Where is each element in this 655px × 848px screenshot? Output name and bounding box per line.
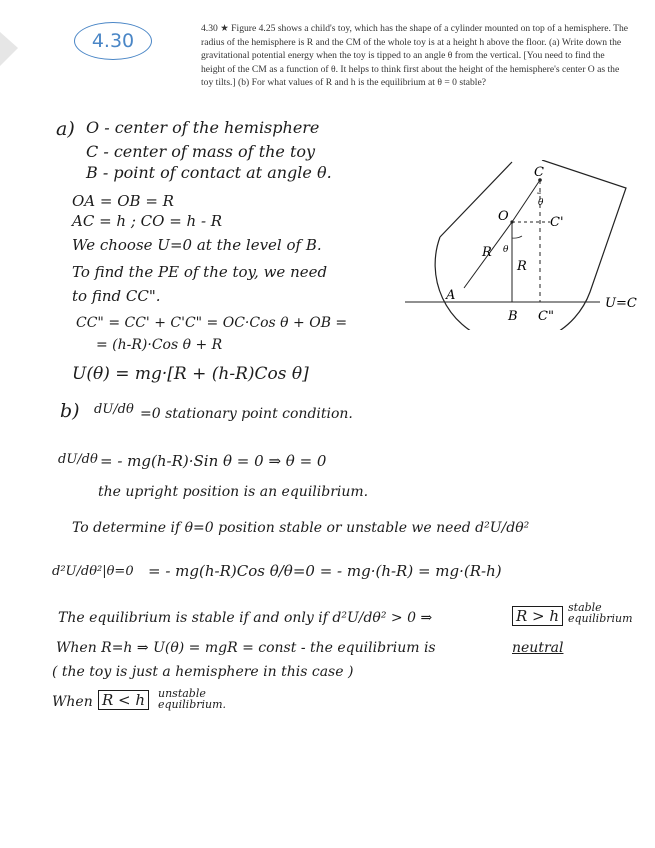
unstable-condition-box: R < h [98,690,149,710]
part-a-line-4: OA = OB = R [72,192,174,210]
part-b-line-8: ( the toy is just a hemisphere in this case ) [52,664,354,680]
problem-statement: 4.30 ★ Figure 4.25 shows a child's toy, which has the shape of a cylinder mounted on top of a hemisphere. The radius of the hemisphere is R and the CM of the whole toy is at a height h above the floor. (a) Write down the gravitational potential energy when the toy is tipped to an angle θ from the vertical. [You need to find the height of the CM as a function of θ. It helps to think first about the height of the hemisphere's center O as the toy tilts.] (b) For what values of R and h is the equilibrium at θ = 0 stable? [201,23,629,88]
part-a-line-7: To find the PE of the toy, we need [72,263,328,281]
label-A: A [446,288,456,303]
part-b-line-5-frac: d²U/dθ²|θ=0 [52,564,134,579]
part-b-line-6: The equilibrium is stable if and only if d²U/dθ² > 0 ⇒ [58,610,433,626]
part-b-line-3: the upright position is an equilibrium. [98,484,369,500]
part-b-line-2: = - mg(h-R)·Sin θ = 0 ⇒ θ = 0 [100,452,327,470]
label-C-prime: C' [550,215,564,230]
label-O: O [498,209,509,224]
part-b-line-9: When [52,694,93,710]
part-a-line-3: B - point of contact at angle θ. [86,163,332,182]
part-a-line-1: O - center of the hemisphere [86,118,320,137]
problem-number [74,22,152,60]
part-a-line-9: CC" = CC' + C'C" = OC·Cos θ + OB = [76,315,348,331]
label-C: C [534,165,544,180]
part-b-label: b) [60,400,80,422]
label-theta-O: θ [503,245,509,255]
label-R-slant: R [482,245,492,260]
stable-condition-box: R > h [512,606,563,626]
theta-arc [512,236,522,238]
part-a-label: a) [56,118,75,140]
part-b-line-1: =0 stationary point condition. [140,406,353,422]
toy-outline-left [440,162,512,237]
part-b-line-7: When R=h ⇒ U(θ) = mgR = const - the equilibrium is [56,640,436,656]
part-a-line-5: AC = h ; CO = h - R [72,212,223,230]
label-theta-C: θ [538,198,544,208]
part-b-line-4: To determine if θ=0 position stable or unstable we need d²U/dθ² [72,520,530,536]
label-U-equals-C: U=C [605,296,637,311]
part-a-line-11: U(θ) = mg·[R + (h-R)Cos θ] [72,364,309,384]
part-b-line-2-frac: dU/dθ [58,452,98,467]
line-OC [512,180,540,222]
scan-edge-mark [0,30,20,70]
part-a-line-10: = (h-R)·Cos θ + R [96,337,223,353]
part-b-line-5: = - mg(h-R)Cos θ/θ=0 = - mg·(h-R) = mg·(R-h) [148,562,502,580]
point-O [510,220,513,223]
part-a-line-6: We choose U=0 at the level of B. [72,236,322,254]
part-a-line-2: C - center of mass of the toy [86,142,316,161]
neutral-word: neutral [512,640,564,656]
part-a-line-8: to find CC". [72,287,161,305]
stable-note: stable equilibrium [568,601,633,625]
label-C-double: C" [538,309,554,324]
toy-figure [400,160,650,330]
label-R-vertical: R [517,259,527,274]
unstable-note: unstable equilibrium. [158,687,227,711]
part-b-line-1-frac: dU/dθ [94,402,134,417]
problem-number-text: 4.30 [91,30,135,52]
label-B: B [508,309,518,324]
toy-outline [435,160,626,330]
